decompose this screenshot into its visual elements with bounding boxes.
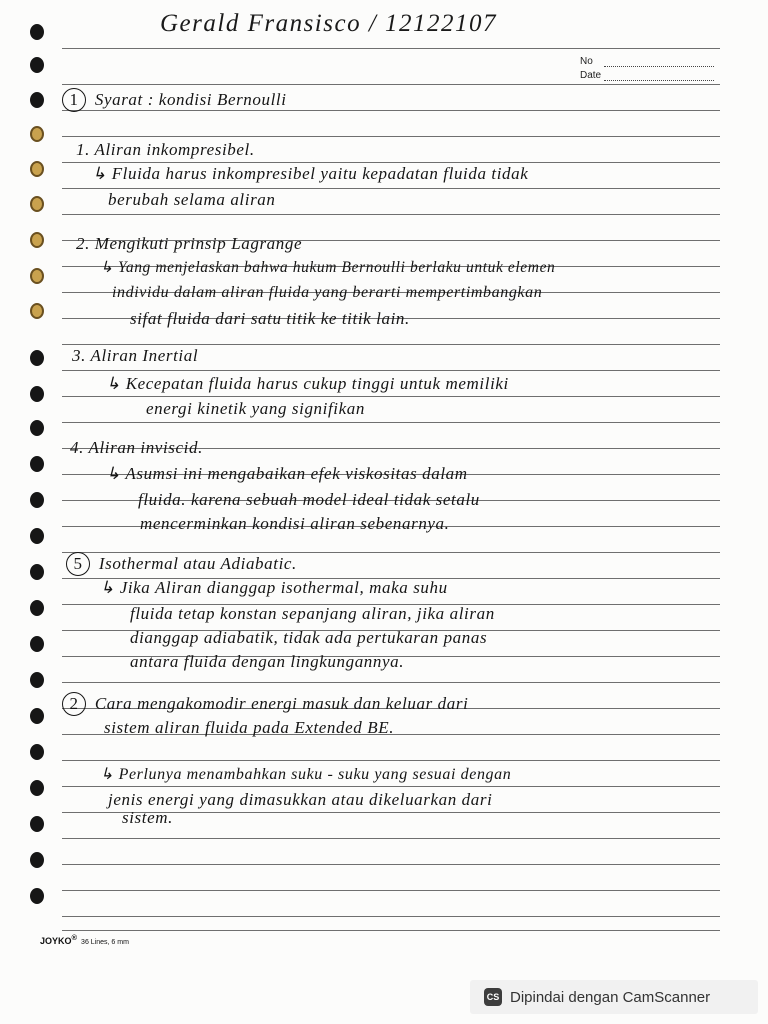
binding-hole [30, 92, 44, 108]
ruled-line [62, 682, 720, 683]
note-line: fluida tetap konstan sepanjang aliran, jika aliran [130, 604, 495, 623]
no-label: No [580, 56, 593, 67]
no-field-line [604, 66, 714, 67]
binding-ring [30, 232, 44, 248]
camscanner-logo: CS [484, 988, 502, 1006]
binding-hole [30, 708, 44, 724]
binding-hole [30, 744, 44, 760]
ruled-line [62, 760, 720, 761]
date-field-line [604, 80, 714, 81]
binding-ring [30, 126, 44, 142]
binding-hole [30, 350, 44, 366]
spiral-binding [0, 0, 34, 960]
note-line: energi kinetik yang signifikan [146, 399, 365, 418]
binding-hole [30, 852, 44, 868]
brand-name: JOYKO [40, 936, 72, 946]
note-line: ↳ Perlunya menambahkan suku - suku yang sesuai dengan [100, 766, 512, 783]
binding-ring [30, 196, 44, 212]
binding-hole [30, 888, 44, 904]
camscanner-watermark [470, 980, 758, 1014]
binding-hole [30, 564, 44, 580]
note-text: Isothermal atau Adiabatic. [98, 554, 297, 573]
note-line: jenis energi yang dimasukkan atau dikeluarkan dari [108, 790, 493, 809]
brand-spec: 36 Lines, 6 mm [81, 939, 129, 946]
binding-ring [30, 303, 44, 319]
note-line [66, 552, 716, 576]
note-line: fluida. karena sebuah model ideal tidak setalu [138, 490, 480, 509]
ruled-line [62, 864, 720, 865]
note-line: ↳ Yang menjelaskan bahwa hukum Bernoulli berlaku untuk elemen [100, 259, 556, 276]
note-line: 4. Aliran inviscid. [70, 438, 203, 457]
note-line: ↳ Kecepatan fluida harus cukup tinggi untuk memiliki [106, 374, 509, 393]
note-line: sistem. [122, 808, 173, 827]
note-text: Cara mengakomodir energi masuk dan keluar dari [94, 694, 469, 713]
note-line: ↳ Asumsi ini mengabaikan efek viskositas dalam [106, 464, 468, 483]
ruled-line [62, 786, 720, 787]
notebook-brand: JOYKO®36 Lines, 6 mm [40, 933, 129, 946]
ruled-line [62, 84, 720, 85]
ruled-line [62, 930, 720, 931]
note-line: 2. Mengikuti prinsip Lagrange [76, 234, 303, 253]
note-line: 1. Aliran inkompresibel. [76, 140, 255, 159]
ruled-line [62, 188, 720, 189]
note-line: mencerminkan kondisi aliran sebenarnya. [140, 514, 450, 533]
ruled-line [62, 48, 720, 49]
note-line: berubah selama aliran [108, 190, 276, 209]
ruled-line [62, 136, 720, 137]
ruled-line [62, 344, 720, 345]
note-line: ↳ Fluida harus inkompresibel yaitu kepadatan fluida tidak [92, 164, 529, 183]
binding-ring [30, 268, 44, 284]
binding-hole [30, 420, 44, 436]
binding-hole [30, 492, 44, 508]
ruled-line [62, 214, 720, 215]
student-name-id: Gerald Fransisco / 12122107 [160, 10, 498, 37]
ruled-line [62, 396, 720, 397]
note-line: 3. Aliran Inertial [72, 346, 199, 365]
ruled-line [62, 370, 720, 371]
binding-hole [30, 24, 44, 40]
note-line: dianggap adiabatik, tidak ada pertukaran panas [130, 628, 488, 647]
binding-hole [30, 386, 44, 402]
circled-number: 2 [62, 692, 86, 716]
binding-hole [30, 456, 44, 472]
note-line: sistem aliran fluida pada Extended BE. [104, 718, 395, 737]
binding-ring [30, 161, 44, 177]
note-line [62, 88, 716, 112]
ruled-line [62, 838, 720, 839]
circled-number: 1 [62, 88, 86, 112]
binding-hole [30, 600, 44, 616]
note-line: ↳ Jika Aliran dianggap isothermal, maka suhu [100, 578, 448, 597]
note-line: antara fluida dengan lingkungannya. [130, 652, 405, 671]
ruled-line [62, 162, 720, 163]
note-line: sifat fluida dari satu titik ke titik lain. [130, 309, 410, 328]
note-line: individu dalam aliran fluida yang berarti mempertimbangkan [112, 284, 543, 301]
binding-hole [30, 816, 44, 832]
date-label: Date [580, 70, 602, 81]
ruled-line [62, 916, 720, 917]
binding-hole [30, 528, 44, 544]
binding-hole [30, 636, 44, 652]
binding-hole [30, 57, 44, 73]
circled-number: 5 [66, 552, 90, 576]
binding-hole [30, 672, 44, 688]
binding-hole [30, 780, 44, 796]
camscanner-text: Dipindai dengan CamScanner [510, 988, 711, 1006]
ruled-line [62, 890, 720, 891]
ruled-line [62, 422, 720, 423]
note-line [62, 692, 716, 716]
note-text: Syarat : kondisi Bernoulli [94, 90, 287, 109]
